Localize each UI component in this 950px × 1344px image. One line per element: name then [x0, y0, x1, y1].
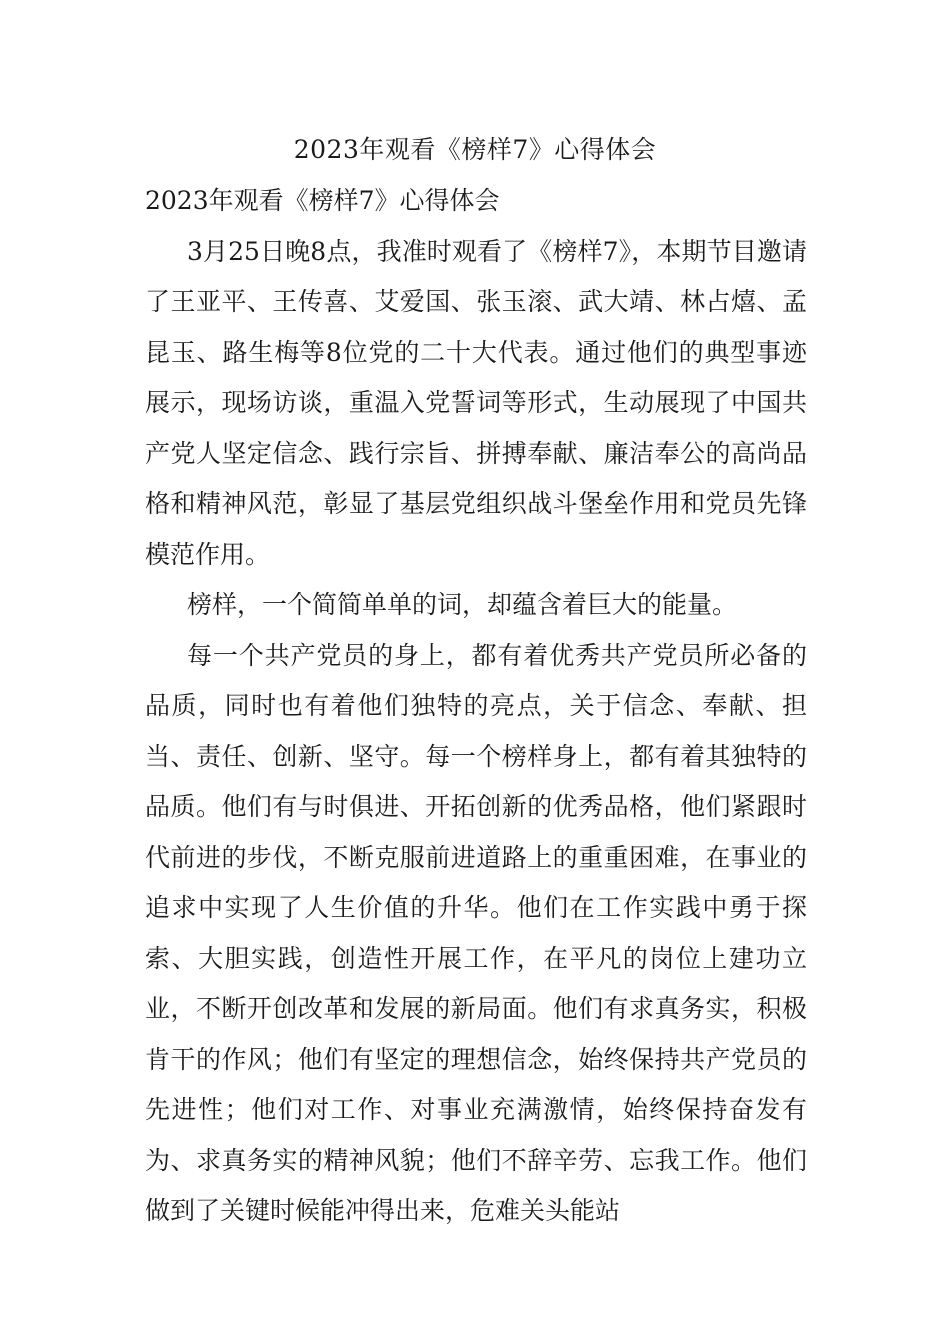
document-body	[145, 176, 807, 1237]
paragraph-1: 3月25日晚8点，我准时观看了《榜样7》，本期节目邀请了王亚平、王传喜、艾爱国、张玉滚、武大靖、林占熺、孟昆玉、路生梅等8位党的二十大代表。通过他们的典型事迹展示，现场访谈，重温入党誓词等形式，生动展现了中国共产党人坚定信念、践行宗旨、拼搏奉献、廉洁奉公的高尚品格和精神风范，彰显了基层党组织战斗堡垒作用和党员先锋模范作用。	[145, 236, 807, 569]
paragraph-3: 每一个共产党员的身上，都有着优秀共产党员所必备的品质，同时也有着他们独特的亮点，关于信念、奉献、担当、责任、创新、坚守。每一个榜样身上，都有着其独特的品质。他们有与时俱进、开拓创新的优秀品格，他们紧跟时代前进的步伐，不断克服前进道路上的重重困难，在事业的追求中实现了人生价值的升华。他们在工作实践中勇于探索、大胆实践，创造性开展工作，在平凡的岗位上建功立业，不断开创改革和发展的新局面。他们有求真务实，积极肯干的作风；他们有坚定的理想信念，始终保持共产党员的先进性；他们对工作、对事业充满激情，始终保持奋发有为、求真务实的精神风貌；他们不辞辛劳、忘我工作。他们做到了关键时候能冲得出来，危难关头能站	[145, 640, 807, 1225]
document-title: 2023年观看《榜样7》心得体会	[293, 135, 657, 164]
paragraph-2: 榜样，一个简简单单的词，却蕴含着巨大的能量。	[187, 590, 738, 619]
document-subtitle: 2023年观看《榜样7》心得体会	[145, 186, 500, 215]
